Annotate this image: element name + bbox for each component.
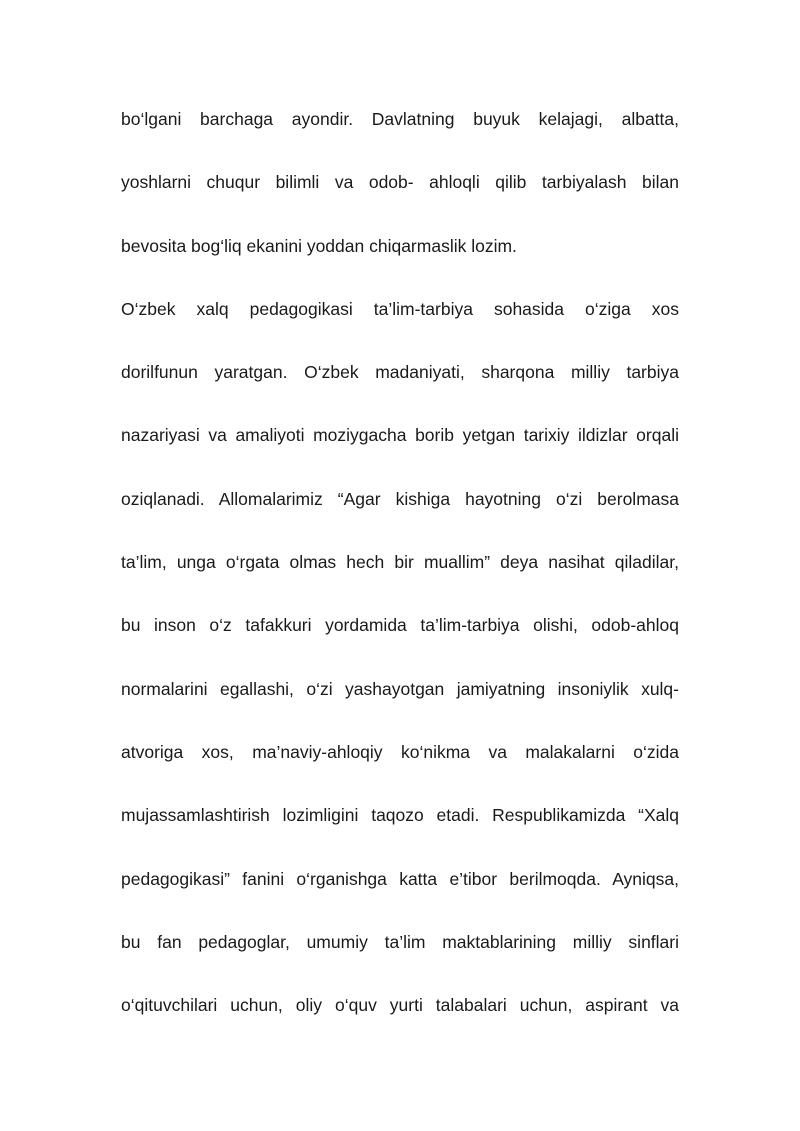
text-line: bu inson o‘z tafakkuri yordamida ta’lim-tarbiya olishi, odob-ahloq: [121, 615, 679, 636]
text-line: normalarini egallashi, o‘zi yashayotgan jamiyatning insoniylik xulq-: [121, 678, 679, 699]
text-line: bu fan pedagoglar, umumiy ta’lim maktablarining milliy sinflari: [121, 931, 679, 952]
text-line: dorilfunun yaratgan. O‘zbek madaniyati, sharqona milliy tarbiya: [121, 362, 679, 383]
text-line: oziqlanadi. Allomalarimiz “Agar kishiga hayotning o‘zi berolmasa: [121, 488, 679, 509]
text-line: nazariyasi va amaliyoti moziygacha borib yetgan tarixiy ildizlar orqali: [121, 425, 679, 446]
text-line: bevosita bog‘liq ekanini yoddan chiqarmaslik lozim.: [121, 235, 517, 256]
text-line: O‘zbek xalq pedagogikasi ta’lim-tarbiya sohasida o‘ziga xos: [121, 298, 679, 319]
body-text: [121, 98, 679, 1047]
text-line: mujassamlashtirish lozimligini taqozo etadi. Respublikamizda “Xalq: [121, 805, 679, 826]
text-line: pedagogikasi” fanini o‘rganishga katta e’tibor berilmoqda. Ayniqsa,: [121, 868, 679, 889]
text-line: atvoriga xos, ma’naviy-ahloqiy ko‘nikma va malakalarni o‘zida: [121, 741, 679, 762]
text-line: yoshlarni chuqur bilimli va odob- ahloqli qilib tarbiyalash bilan: [121, 172, 679, 193]
text-line: bo‘lgani barchaga ayondir. Davlatning buyuk kelajagi, albatta,: [121, 109, 679, 129]
text-line: o‘qituvchilari uchun, oliy o‘quv yurti talabalari uchun, aspirant va: [121, 995, 679, 1016]
text-line: ta’lim, unga o‘rgata olmas hech bir muallim” deya nasihat qiladilar,: [121, 552, 679, 573]
